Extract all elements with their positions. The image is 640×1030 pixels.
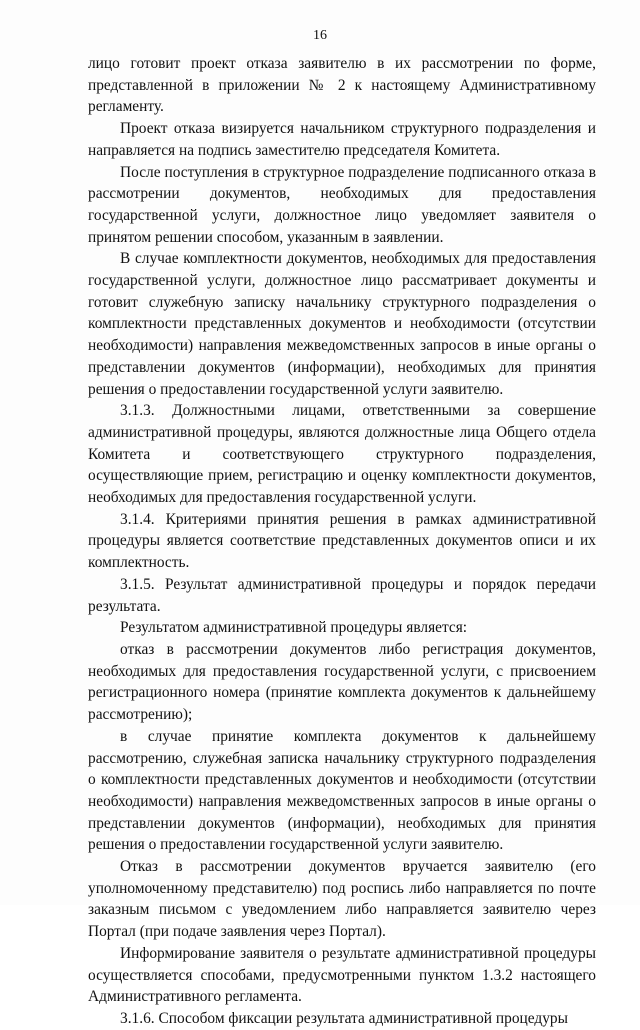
document-body bbox=[88, 53, 596, 1030]
paragraph: 3.1.4. Критериями принятия решения в рамках административной процедуры является соответствие представленных документов описи и их комплектность. bbox=[88, 510, 596, 572]
paragraph: 3.1.6. Способом фиксации результата административной процедуры bbox=[120, 1009, 568, 1027]
paragraph: 3.1.3. Должностными лицами, ответственными за совершение административной процедуры, являются должностные лица Общего отдела Комитета и соответствующего структурного подразделения, осуществляющие прием, регистрацию и оценку комплектности документов, необходимых для предоставления государственной услуги. bbox=[88, 402, 596, 507]
page-number: 16 bbox=[313, 28, 327, 43]
paragraph: Проект отказа визируется начальником структурного подразделения и направляется на подпись заместителю председателя Комитета. bbox=[88, 120, 596, 159]
paragraph: отказ в рассмотрении документов либо регистрация документов, необходимых для предоставления государственной услуги, с присвоением регистрационного номера (принятие комплекта документов к дальнейшему рассмотрению); bbox=[88, 640, 596, 724]
paragraph: 3.1.5. Результат административной процедуры и порядок передачи результата. bbox=[88, 575, 596, 615]
paragraph: лицо готовит проект отказа заявителю в их рассмотрении по форме, представленной в приложении № 2 к настоящему Административному регламенту. bbox=[88, 55, 596, 116]
paragraph: В случае комплектности документов, необходимых для предоставления государственной услуги, должностное лицо рассматривает документы и готовит служебную записку начальнику структурного подразделения о комплектности представленных документов и необходимости (отсутствии необходимости) направления межведомственных запросов в иные органы о представлении документов (информации), необходимых для принятия решения о предоставлении государственной услуги заявителю. bbox=[88, 250, 596, 398]
paragraph: в случае принятие комплекта документов к дальнейшему рассмотрению, служебная записка начальнику структурного подразделения о комплектности представленных документов и необходимости (отсутствии необходимости) направления межведомственных запросов в иные органы о представлении документов (информации), необходимых для принятия решения о предоставлении государственной услуги заявителю. bbox=[88, 727, 596, 854]
paragraph: Результатом административной процедуры является: bbox=[120, 619, 468, 637]
paragraph: Информирование заявителя о результате административной процедуры осуществляется способами, предусмотренными пунктом 1.3.2 настоящего Административного регламента. bbox=[88, 944, 596, 1006]
paragraph: После поступления в структурное подразделение подписанного отказа в рассмотрении документов, необходимых для предоставления государственной услуги, должностное лицо уведомляет заявителя о принятом решении способом, указанным в заявлении. bbox=[88, 163, 596, 246]
paragraph: Отказ в рассмотрении документов вручается заявителю (его уполномоченному представителю) под роспись либо направляется по почте заказным письмом с уведомлением либо направляется заявителю через Портал (при подаче заявления через Портал). bbox=[88, 858, 596, 941]
